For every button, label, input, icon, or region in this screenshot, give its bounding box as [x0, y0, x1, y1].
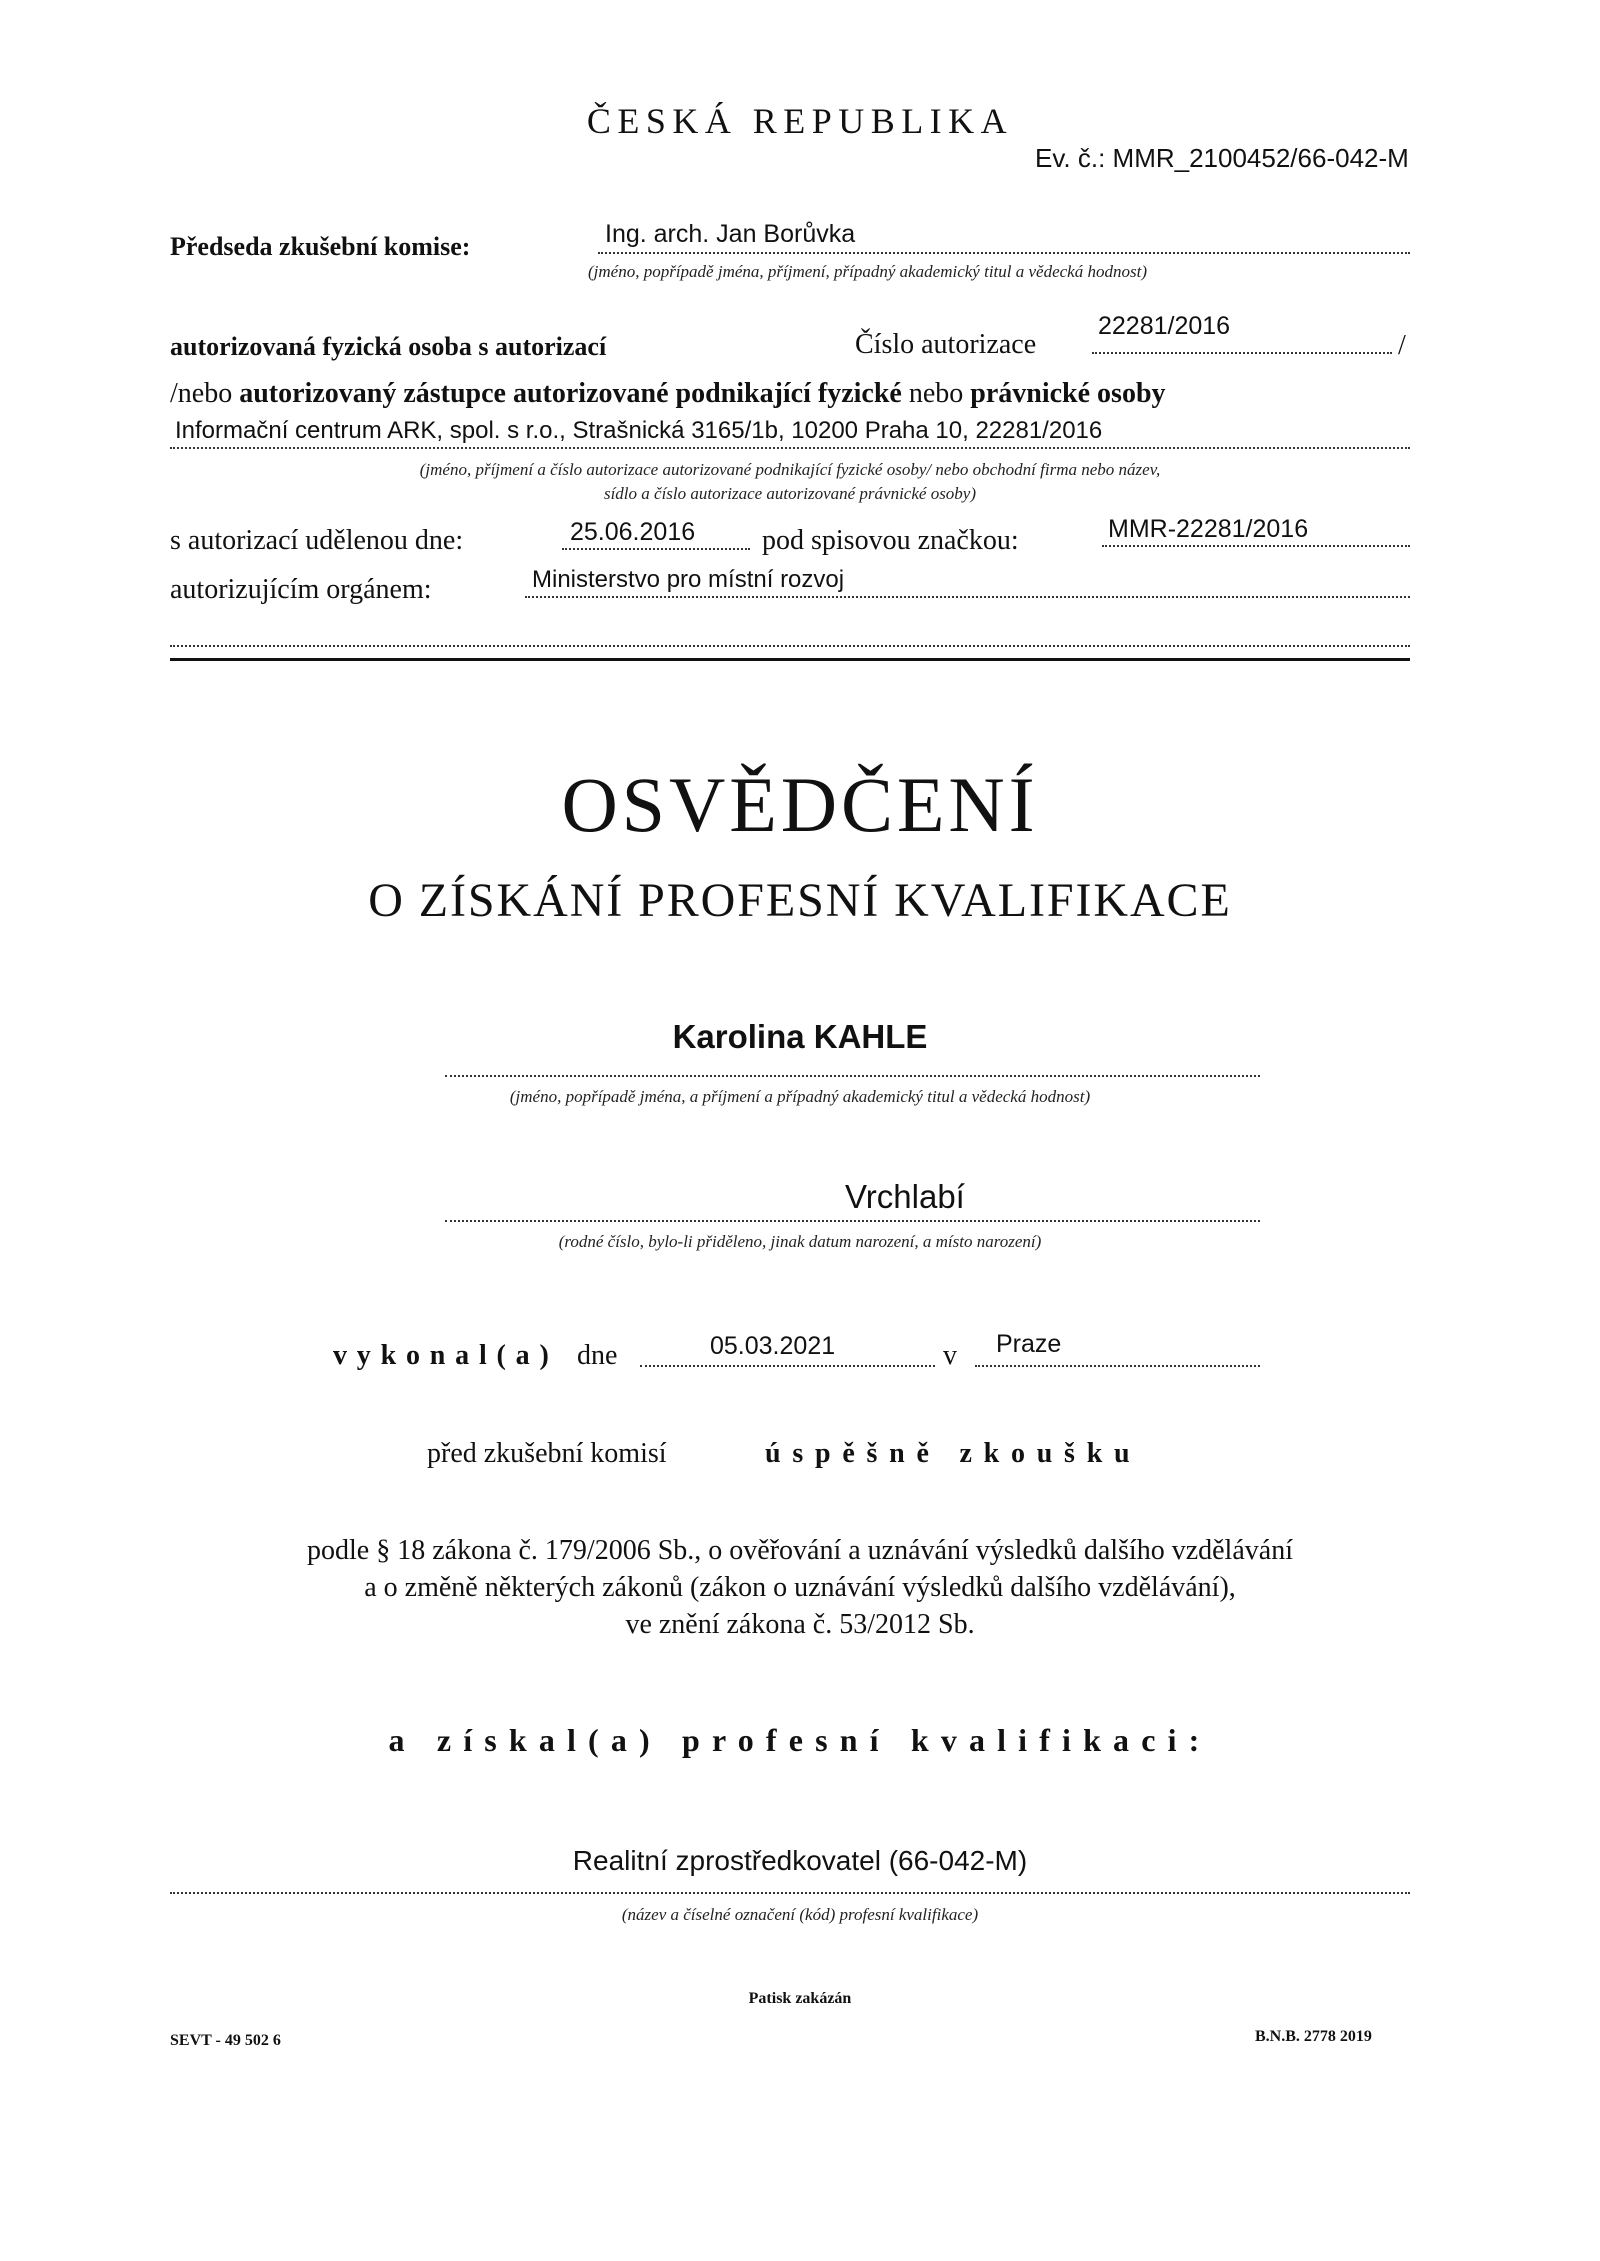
- exam-place-value: Praze: [996, 1330, 1062, 1358]
- entity-hint-2: sídlo a číslo autorizace autorizované právnické osoby): [603, 484, 977, 503]
- file-value: MMR-22281/2016: [1108, 515, 1309, 543]
- exam-before-text: před zkušební komisí: [427, 1438, 667, 1469]
- footer-left-code: SEVT - 49 502 6: [170, 2032, 281, 2049]
- authorization-number-label: Číslo autorizace: [855, 329, 1037, 360]
- holder-birth-hint: (rodné číslo, bylo-li přiděleno, jinak datum narození, a místo narození): [558, 1232, 1042, 1251]
- footer-reprint: Patisk zakázán: [748, 1990, 852, 2007]
- document-title: OSVĚDČENÍ: [561, 761, 1039, 848]
- exam-place-line: [975, 1365, 1260, 1367]
- footer-right-code: B.N.B. 2778 2019: [1255, 2028, 1372, 2045]
- law-line-1: podle § 18 zákona č. 179/2006 Sb., o ověřování a uznávání výsledků dalšího vzdělávání: [307, 1535, 1293, 1566]
- alt-bold-2: právnické osoby: [970, 378, 1166, 409]
- exam-date-label: dne: [577, 1340, 618, 1371]
- qualification-line: [170, 1892, 1410, 1894]
- exam-date-line: [640, 1365, 935, 1367]
- granted-value: 25.06.2016: [570, 518, 696, 546]
- country-title: ČESKÁ REPUBLIKA: [586, 101, 1014, 141]
- alt-bold-1: autorizovaný zástupce autorizované podnikající fyzické: [239, 378, 902, 409]
- authorization-number-line: [1092, 352, 1392, 354]
- exam-date-value: 05.03.2021: [710, 1332, 836, 1360]
- chairman-line: [598, 252, 1410, 254]
- authorization-number-value: 22281/2016: [1098, 312, 1231, 340]
- alt-prefix: /nebo: [170, 378, 233, 409]
- file-label: pod spisovou značkou:: [762, 525, 1019, 556]
- alt-mid: nebo: [908, 378, 964, 409]
- entity-hint-1: (jméno, příjmení a číslo autorizace autorizované podnikající fyzické osoby/ nebo obchodní firma nebo název,: [419, 460, 1161, 479]
- section-divider: [170, 658, 1410, 661]
- authorized-person-label: autorizovaná fyzická osoba s autorizací: [170, 332, 607, 361]
- qualification-hint: (název a číselné označení (kód) profesní kvalifikace): [621, 1905, 979, 1924]
- blank-line: [170, 645, 1410, 647]
- exam-success-text: úspěšně zkoušku: [765, 1438, 1142, 1469]
- file-line: [1102, 545, 1410, 547]
- law-line-2: a o změně některých zákonů (zákon o uznávání výsledků dalšího vzdělávání),: [364, 1572, 1236, 1603]
- granted-label: s autorizací udělenou dne:: [170, 525, 464, 556]
- authority-label: autorizujícím orgánem:: [170, 574, 432, 605]
- law-line-3: ve znění zákona č. 53/2012 Sb.: [625, 1609, 975, 1640]
- chairman-hint: (jméno, popřípadě jména, příjmení, případný akademický titul a vědecká hodnost): [588, 262, 1147, 281]
- holder-name-line: [445, 1075, 1260, 1077]
- chairman-value: Ing. arch. Jan Borůvka: [605, 220, 856, 248]
- holder-name: Karolina KAHLE: [672, 1018, 928, 1055]
- evidence-number: Ev. č.: MMR_2100452/66-042-M: [1035, 143, 1409, 173]
- qualification-heading: a získal(a) profesní kvalifikaci:: [388, 1722, 1212, 1758]
- holder-birth-line: [445, 1220, 1260, 1222]
- authority-line: [525, 596, 1410, 598]
- granted-line: [562, 548, 750, 550]
- alternative-line: [170, 378, 1166, 410]
- entity-line: [170, 447, 1410, 449]
- qualification-value: Realitní zprostředkovatel (66-042-M): [572, 1845, 1028, 1876]
- entity-value: Informační centrum ARK, spol. s r.o., Strašnická 3165/1b, 10200 Praha 10, 22281/2016: [175, 417, 1103, 444]
- authority-value: Ministerstvo pro místní rozvoj: [532, 566, 845, 593]
- authorization-slash: /: [1398, 330, 1406, 361]
- exam-performed-label: vykonal(a): [333, 1340, 559, 1371]
- holder-birth-value: Vrchlabí: [845, 1178, 965, 1215]
- chairman-label: Předseda zkušební komise:: [170, 232, 471, 261]
- document-subtitle: O ZÍSKÁNÍ PROFESNÍ KVALIFIKACE: [368, 874, 1232, 927]
- holder-name-hint: (jméno, popřípadě jména, a příjmení a případný akademický titul a vědecká hodnost): [509, 1087, 1091, 1106]
- exam-place-label: v: [943, 1340, 957, 1371]
